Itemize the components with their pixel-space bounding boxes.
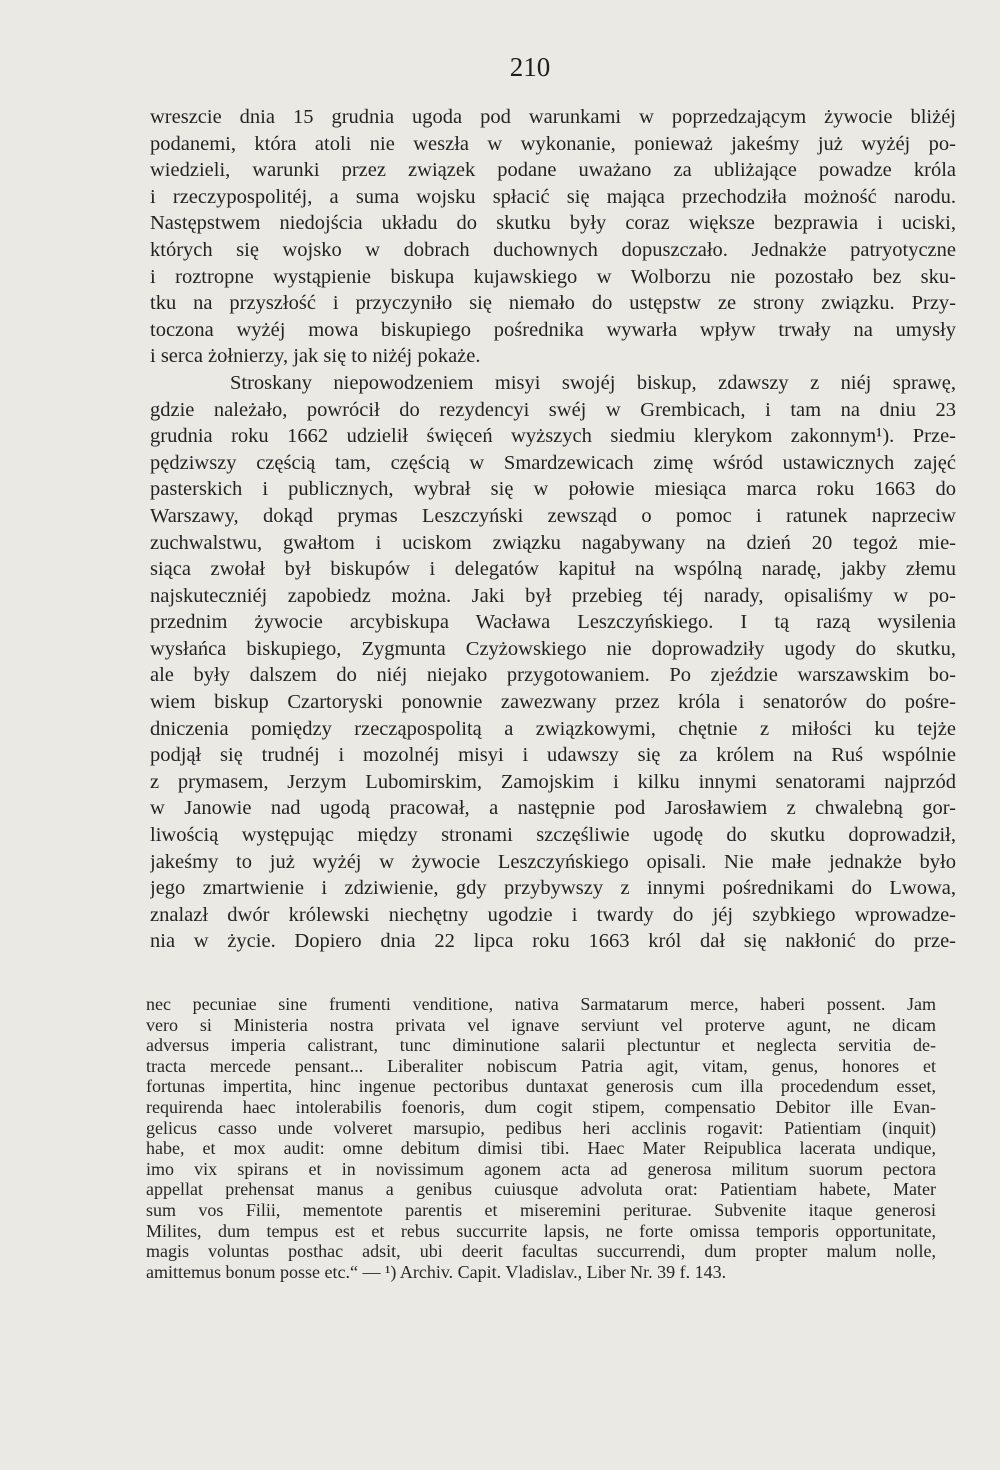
footnote-line: appellat prehensat manus a genibus cuiusque advoluta orat: Patientiam habete, Mater: [146, 1179, 936, 1200]
body-line: siąca zwołał był biskupów i delegatów kapituł na wspólną naradę, jakby złemu: [150, 558, 956, 581]
footnote-line: fortunas impertita, hinc ingenue pectoribus duntaxat generosis cum illa procedendum esset,: [146, 1076, 936, 1097]
body-line: i serca żołnierzy, jak się to niżéj pokaże.: [150, 345, 481, 368]
body-line: Stroskany niepowodzeniem misyi swojéj biskup, zdawszy z niéj sprawę,: [230, 371, 956, 394]
footnote-line: sum vos Filii, mementote parentis et miseremini periturae. Subvenite itaque generosi: [146, 1199, 936, 1220]
body-line: i rzeczypospolitéj, a suma wojsku spłacić się mająca przechodziła możność narodu.: [150, 185, 956, 208]
body-line: w Janowie nad ugodą pracował, a następnie pod Jarosławiem z chwalebną gor-: [150, 797, 956, 820]
footnote-line: magis voluntas posthac adsit, ubi deerit facultas succurrendi, dum propter malum nolle,: [146, 1241, 936, 1262]
body-line: Następstwem niedojścia układu do skutku były coraz większe bezprawia i uciski,: [150, 212, 956, 235]
body-line: podjął się trudnéj i mozolnéj misyi i udawszy się za królem na Ruś wspólnie: [150, 744, 956, 767]
body-line: najskuteczniéj zapobiedz można. Jaki był przebieg téj narady, opisaliśmy w po-: [150, 584, 956, 607]
body-line: znalazł dwór królewski niechętny ugodzie i twardy do jéj szybkiego wprowadze-: [150, 903, 956, 926]
body-line: Warszawy, dokąd prymas Leszczyński zewsząd o pomoc i ratunek naprzeciw: [150, 504, 956, 527]
body-line: toczona wyżéj mowa biskupiego pośrednika wywarła wpływ trwały na umysły: [150, 318, 956, 341]
body-line: jakeśmy to już wyżéj w żywocie Leszczyńskiego opisali. Nie małe jednakże było: [150, 850, 956, 873]
footnote-text: [146, 994, 936, 1282]
body-line: tku na przyszłość i przyczyniło się niemało do ustępstw ze strony związku. Przy-: [150, 292, 956, 315]
body-line: wiem biskup Czartoryski ponownie zawezwany przez króla i senatorów do pośre-: [150, 691, 956, 714]
body-line: jego zmartwienie i zdziwienie, gdy przybywszy z innymi pośrednikami do Lwowa,: [150, 877, 956, 900]
body-line: liwością występując między stronami szczęśliwie ugodę do skutku doprowadził,: [150, 824, 956, 847]
body-line: podanemi, która atoli nie weszła w wykonanie, ponieważ jakeśmy już wyżéj po-: [150, 132, 956, 155]
footnote-line: requirenda haec intolerabilis foenoris, dum cogit stipem, compensatio Debitor ille Evan-: [146, 1096, 936, 1117]
footnote-line: tracta mercede pensant... Liberaliter nobiscum Patria agit, vitam, genus, honores et: [146, 1055, 936, 1076]
body-line: i roztropne wystąpienie biskupa kujawskiego w Wolborzu nie pozostało bez sku-: [150, 265, 956, 288]
body-line: wreszcie dnia 15 grudnia ugoda pod warunkami w poprzedzającym żywocie bliżéj: [150, 106, 956, 128]
body-text: [150, 104, 956, 955]
body-line: pędziwszy częścią tam, częścią w Smardzewicach zimę wśród ustawicznych zajęć: [150, 451, 956, 474]
body-line: zuchwalstwu, gwałtom i uciskom związku nagabywany na dzień 20 tegoż mie-: [150, 531, 956, 554]
footnote-line: gelicus casso unde volveret marsupio, pedibus heri acclinis rogavit: Patientiam (inquit): [146, 1117, 936, 1138]
page-number: 210: [509, 52, 551, 82]
footnote-line: imo vix spirans et in novissimum agonem acta ad generosa militum suorum pectora: [146, 1158, 936, 1179]
body-line: ale były dalszem do niéj niejako przygotowaniem. Po zjeździe warszawskim bo-: [150, 664, 956, 687]
body-line: dniczenia pomiędzy rzecząpospolitą a związkowymi, chętnie z miłości ku tejże: [150, 717, 956, 740]
footnote-line: habe, et mox audit: omne debitum dimisi tibi. Haec Mater Reipublica lacerata undique,: [146, 1138, 936, 1159]
body-line: wiedzieli, warunki przez związek podane uważano za ubliżające powadze króla: [150, 159, 956, 182]
body-line: nia w życie. Dopiero dnia 22 lipca roku 1663 król dał się nakłonić do prze-: [150, 930, 956, 953]
body-line: wysłańca biskupiego, Zygmunta Czyżowskiego nie doprowadziły ugody do skutku,: [150, 637, 956, 660]
footnote-line: nec pecuniae sine frumenti venditione, nativa Sarmatarum merce, haberi possent. Jam: [146, 994, 936, 1014]
footnote-line: Milites, dum tempus est et rebus succurrite lapsis, ne forte omissa temporis opportunitate,: [146, 1220, 936, 1241]
footnote-line: vero si Ministeria nostra privata vel ignave serviunt vel proterve agunt, ne dicam: [146, 1014, 936, 1035]
footnote-line: amittemus bonum posse etc.“ — ¹) Archiv. Capit. Vladislav., Liber Nr. 39 f. 143.: [146, 1261, 727, 1282]
body-line: których się wojsko w dobrach duchownych dopuszczało. Jednakże patryotyczne: [150, 238, 956, 261]
body-line: pasterskich i publicznych, wybrał się w połowie miesiąca marca roku 1663 do: [150, 478, 956, 501]
body-line: gdzie należało, powrócił do rezydencyi swéj w Grembicach, i tam na dniu 23: [150, 398, 956, 421]
footnote-line: adversus imperia calistrant, tunc diminutione salarii plectuntur et neglecta servitia de-: [146, 1035, 936, 1056]
body-line: przednim żywocie arcybiskupa Wacława Leszczyńskiego. I tą razą wysilenia: [150, 611, 956, 634]
body-line: grudnia roku 1662 udzielił święceń wyższych siedmiu klerykom zakonnym¹). Prze-: [150, 425, 956, 448]
body-line: z prymasem, Jerzym Lubomirskim, Zamojskim i kilku innymi senatorami najprzód: [150, 770, 956, 793]
